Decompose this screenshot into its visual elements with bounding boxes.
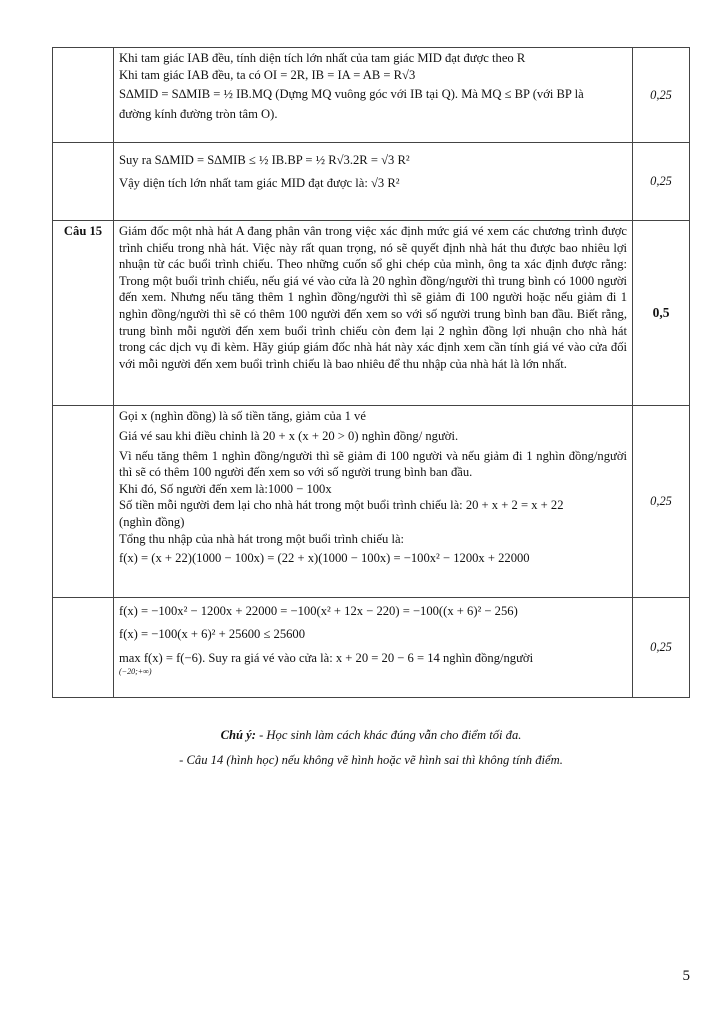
problem-text: Giám đốc một nhà hát A đang phân vân trong việc xác định mức giá vé xem các chương trình được trình chiếu trong nhà hát. Việc này rất quan trọng, nó sẽ quyết định nhà hát thu được bao nhiêu lợi nhuận từ các buổi trình chiếu. Theo những cuốn sổ ghi chép của mình, ông ta xác định được rằng: Trong một buổi trình chiếu, nếu giá vé vào cửa là 20 nghìn đồng/người thì trung bình có 1000 người đến xem. Nhưng nếu tăng thêm 1 nghìn đồng/người thì sẽ giảm đi 100 người hoặc nếu giảm đi 1 nghìn đồng/người thì sẽ có thêm 100 người đến xem so với số người trung bình ban đầu. Biết rằng, trung bình mỗi người đến xem buổi trình chiếu còn đem lại 2 nghìn đồng lợi nhuận cho nhà hát trong các dịch vụ đi kèm. Hãy giúp giám đốc nhà hát này xác định xem cần tính giá vé vào cửa đối với mỗi người đến xem buổi trình chiếu là bao nhiêu để thu nhập của nhà hát là lớn nhất. <box>119 224 627 371</box>
formula-line: Suy ra S∆MID = S∆MIB ≤ ½ IB.BP = ½ R√3.2R = √3 R² <box>119 153 410 167</box>
table-row <box>53 143 690 221</box>
text-line: Tổng thu nhập của nhà hát trong một buổi trình chiếu là: <box>119 531 405 546</box>
text-line: Số tiền mỗi người đem lại cho nhà hát trong một buổi trình chiếu là: 20 + x + 2 = x + 22 <box>119 498 564 513</box>
score-cell: 0,25 <box>633 48 690 143</box>
notes-block <box>52 753 690 768</box>
score-cell: 0,25 <box>633 143 690 221</box>
text-line: đường kính đường tròn tâm O). <box>119 107 278 122</box>
text-line: Khi tam giác IAB đều, ta có OI = 2R, IB = IA = AB = R√3 <box>119 67 416 82</box>
question-label-cell <box>53 143 114 221</box>
table-row <box>53 598 690 698</box>
max-domain-subscript: (−20;+∞) <box>119 666 152 676</box>
question-label-cell <box>53 406 114 598</box>
table-row <box>53 406 690 598</box>
text-line: Vậy diện tích lớn nhất tam giác MID đạt được là: √3 R² <box>119 176 400 190</box>
text-line: Khi đó, Số người đến xem là:1000 − 100x <box>119 481 332 496</box>
formula-line: f(x) = (x + 22)(1000 − 100x) = (22 + x)(1000 − 100x) = −100x² − 1200x + 22000 <box>119 551 530 566</box>
text-line: Gọi x (nghìn đồng) là số tiền tăng, giảm của 1 vé <box>119 409 366 423</box>
formula-line: f(x) = −100x² − 1200x + 22000 = −100(x² + 12x − 220) = −100((x + 6)² − 256) <box>119 604 518 618</box>
notes-block <box>52 728 690 743</box>
note-text: - Học sinh làm cách khác đúng vẫn cho điểm tối đa. <box>259 728 522 742</box>
question-label-cell <box>53 598 114 698</box>
score-cell: 0,5 <box>633 221 690 406</box>
formula-line: f(x) = −100(x + 6)² + 25600 ≤ 25600 <box>119 627 306 641</box>
question-label-cell: Câu 15 <box>53 221 114 406</box>
formula-line: max f(x) = f(−6). Suy ra giá vé vào cửa là: x + 20 = 20 − 6 = 14 nghìn đồng/người <box>119 651 534 665</box>
content-cell <box>114 598 633 698</box>
text-line: (nghìn đồng) <box>119 515 185 530</box>
part-heading: Khi tam giác IAB đều, tính diện tích lớn nhất của tam giác MID đạt được theo R <box>119 51 526 65</box>
score-cell: 0,25 <box>633 598 690 698</box>
content-cell <box>114 143 633 221</box>
content-cell <box>114 48 633 143</box>
formula-line: S∆MID = S∆MIB = ½ IB.MQ (Dựng MQ vuông góc với IB tại Q). Mà MQ ≤ BP (với BP là <box>119 87 584 102</box>
content-cell <box>114 221 633 406</box>
score-cell: 0,25 <box>633 406 690 598</box>
table-row <box>53 48 690 143</box>
note-text: - Câu 14 (hình học) nếu không vẽ hình hoặc vẽ hình sai thì không tính điểm. <box>179 753 563 767</box>
note-label: Chú ý: <box>220 728 256 742</box>
content-cell <box>114 406 633 598</box>
question-label-cell <box>53 48 114 143</box>
text-line: Giá vé sau khi điều chỉnh là 20 + x (x + 20 > 0) nghìn đồng/ người. <box>119 428 459 443</box>
text-line: Vì nếu tăng thêm 1 nghìn đồng/người thì sẽ giảm đi 100 người và nếu giảm đi 1 nghìn đồng/người thì sẽ có thêm 100 người đến xem so với số người trung bình ban đầu. <box>119 448 627 480</box>
grading-table <box>52 47 690 698</box>
page-number: 5 <box>682 968 690 984</box>
table-row <box>53 221 690 406</box>
